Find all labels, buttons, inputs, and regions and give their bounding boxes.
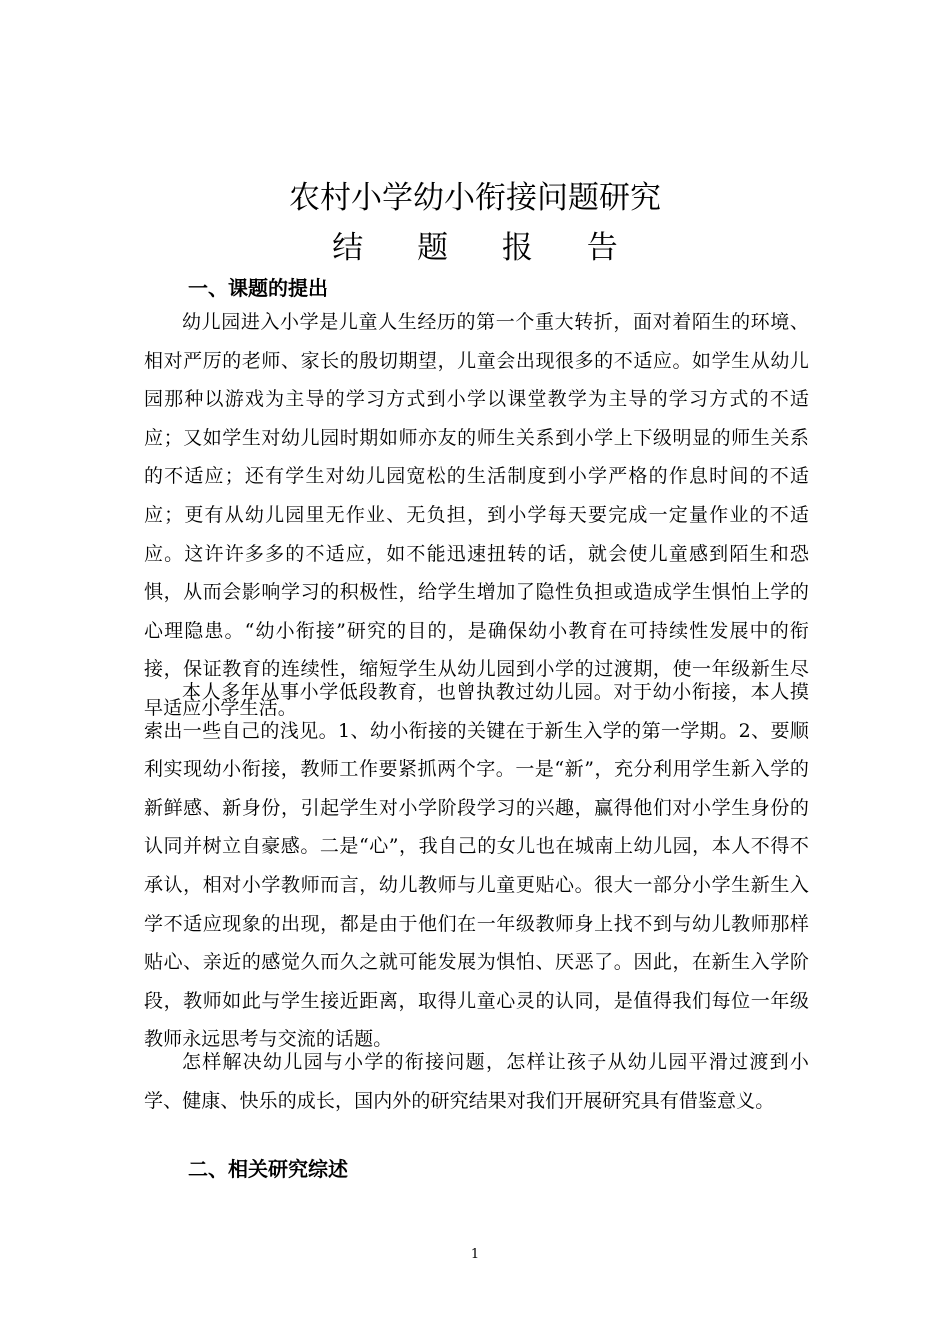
page-number: 1 bbox=[470, 1247, 480, 1262]
body-paragraph-1: 幼儿园进入小学是儿童人生经历的第一个重大转折，面对着陌生的环境、相对严厉的老师、家长的殷切期望，儿童会出现很多的不适应。如学生从幼儿园那种以游戏为主导的学习方式到小学以课堂教学为主导的学习方式的不适应；又如学生对幼儿园时期如师亦友的师生关系到小学上下级明显的师生关系的不适应；还有学生对幼儿园宽松的生活制度到小学严格的作息时间的不适应；更有从幼儿园里无作业、无负担，到小学每天要完成一定量作业的不适应。这许许多多的不适应，如不能迅速扭转的话，就会使儿童感到陌生和恐惧，从而会影响学习的积极性，给学生增加了隐性负担或造成学生惧怕上学的心理隐患。“幼小衔接”研究的目的，是确保幼小教育在可持续性发展中的衔接，保证教育的连续性，缩短学生从幼儿园到小学的过渡期，使一年级新生尽早适应小学生活。 bbox=[144, 311, 809, 719]
document-title: 农村小学幼小衔接问题研究 bbox=[289, 180, 661, 216]
body-paragraph-3: 怎样解决幼儿园与小学的衔接问题，怎样让孩子从幼儿园平滑过渡到小学、健康、快乐的成长，国内外的研究结果对我们开展研究具有借鉴意义。 bbox=[144, 1051, 809, 1112]
document-subtitle: 结 题 报 告 bbox=[332, 230, 640, 266]
section-heading-2: 二、相关研究综述 bbox=[188, 1157, 348, 1181]
body-paragraph-2: 本人多年从事小学低段教育，也曾执教过幼儿园。对于幼小衔接，本人摸索出一些自己的浅见。1、幼小衔接的关键在于新生入学的第一学期。2、要顺利实现幼小衔接，教师工作要紧抓两个字。一是“新”，充分利用学生新入学的新鲜感、新身份，引起学生对小学阶段学习的兴趣，赢得他们对小学生身份的认同并树立自豪感。二是“心”，我自己的女儿也在城南上幼儿园，本人不得不承认，相对小学教师而言，幼儿教师与儿童更贴心。很大一部分小学生新生入学不适应现象的出现，都是由于他们在一年级教师身上找不到与幼儿教师那样贴心、亲近的感觉久而久之就可能发展为惧怕、厌恶了。因此，在新生入学阶段，教师如此与学生接近距离，取得儿童心灵的认同，是值得我们每位一年级教师永远思考与交流的话题。 bbox=[144, 681, 809, 1051]
section-heading-1: 一、课题的提出 bbox=[188, 276, 328, 300]
